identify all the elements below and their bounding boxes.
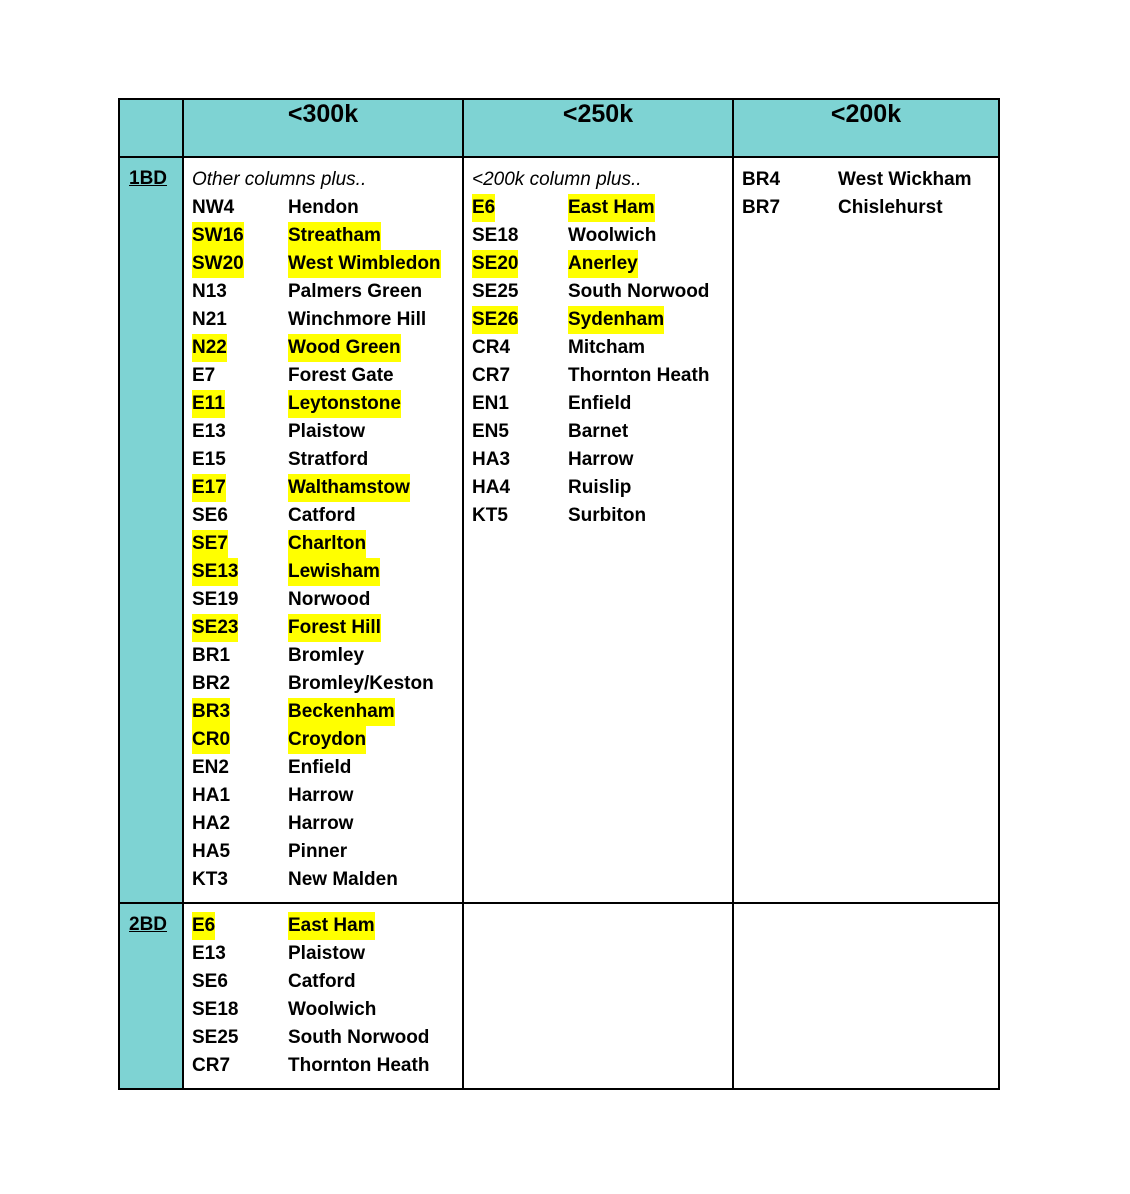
postcode-entry	[472, 278, 732, 306]
row-2bd	[119, 903, 999, 1089]
postcode-area: Hendon	[288, 197, 359, 218]
postcode-code: HA2	[192, 813, 231, 834]
postcode-entry	[192, 912, 462, 940]
header-corner	[119, 99, 183, 157]
postcode-area: Harrow	[288, 813, 354, 834]
postcode-code: E13	[192, 421, 226, 442]
header-under-300k: <300k	[183, 99, 463, 157]
header-under-250k: <250k	[463, 99, 733, 157]
postcode-entry	[192, 530, 462, 558]
postcode-code: SE6	[192, 505, 228, 526]
postcode-area: Plaistow	[288, 421, 366, 442]
postcode-code: SE13	[192, 558, 238, 586]
postcode-entry	[192, 194, 462, 222]
cell-2bd-200k	[733, 903, 999, 1089]
postcode-area: Catford	[288, 505, 356, 526]
postcode-entry	[472, 194, 732, 222]
postcode-entry	[192, 866, 462, 894]
postcode-code: EN1	[472, 393, 509, 414]
postcode-area: Bromley	[288, 645, 365, 666]
postcode-area: Harrow	[288, 785, 354, 806]
row-label-cell	[119, 157, 183, 903]
row-label-1bd: 1BD	[129, 168, 168, 189]
postcode-code: HA5	[192, 841, 231, 862]
postcode-area: Woolwich	[568, 225, 657, 246]
postcode-entry	[192, 418, 462, 446]
cell-note: <200k column plus..	[472, 169, 642, 190]
postcode-entry	[192, 474, 462, 502]
postcode-entry	[742, 194, 998, 222]
postcode-code: HA1	[192, 785, 231, 806]
postcode-code: E11	[192, 390, 225, 418]
postcode-area: Walthamstow	[288, 474, 410, 502]
postcode-entry	[192, 754, 462, 782]
postcode-area: Norwood	[288, 589, 371, 610]
postcode-code: BR3	[192, 698, 230, 726]
postcode-code: E7	[192, 365, 216, 386]
postcode-code: NW4	[192, 197, 235, 218]
postcode-area: South Norwood	[288, 1027, 430, 1048]
postcode-code: SE7	[192, 530, 228, 558]
postcode-entry	[192, 726, 462, 754]
postcode-entry	[192, 698, 462, 726]
postcode-entry	[192, 642, 462, 670]
postcode-code: N21	[192, 309, 227, 330]
postcode-list	[192, 194, 462, 894]
postcode-entry	[192, 446, 462, 474]
postcode-entry	[192, 222, 462, 250]
postcode-code: SE23	[192, 614, 238, 642]
postcode-area: Charlton	[288, 530, 366, 558]
postcode-code: SE20	[472, 250, 518, 278]
postcode-area: Palmers Green	[288, 281, 423, 302]
postcode-area: Woolwich	[288, 999, 377, 1020]
postcode-entry	[192, 250, 462, 278]
postcode-entry	[192, 362, 462, 390]
cell-1bd-300k	[183, 157, 463, 903]
postcode-code: SW20	[192, 250, 244, 278]
postcode-code: BR4	[742, 169, 781, 190]
postcode-area: New Malden	[288, 869, 398, 890]
row-label-2bd: 2BD	[129, 914, 168, 935]
postcode-price-table	[118, 98, 1000, 1090]
postcode-area: Mitcham	[568, 337, 646, 358]
postcode-entry	[192, 278, 462, 306]
postcode-entry	[472, 334, 732, 362]
postcode-code: CR4	[472, 337, 511, 358]
postcode-area: Pinner	[288, 841, 348, 862]
postcode-code: N22	[192, 334, 227, 362]
postcode-list	[742, 166, 998, 222]
postcode-entry	[472, 222, 732, 250]
postcode-area: South Norwood	[568, 281, 710, 302]
postcode-entry	[472, 390, 732, 418]
postcode-list	[472, 194, 732, 530]
postcode-code: EN5	[472, 421, 509, 442]
postcode-entry	[192, 810, 462, 838]
postcode-entry	[472, 306, 732, 334]
postcode-area: Bromley/Keston	[288, 673, 434, 694]
postcode-entry	[472, 250, 732, 278]
postcode-area: West Wimbledon	[288, 250, 441, 278]
header-row	[119, 99, 999, 157]
postcode-entry	[472, 446, 732, 474]
postcode-area: Wood Green	[288, 334, 401, 362]
postcode-code: HA3	[472, 449, 511, 470]
postcode-code: E6	[472, 194, 495, 222]
postcode-code: KT5	[472, 505, 508, 526]
postcode-code: SW16	[192, 222, 244, 250]
postcode-code: SE25	[192, 1027, 239, 1048]
postcode-code: BR7	[742, 197, 781, 218]
postcode-area: Thornton Heath	[568, 365, 710, 386]
postcode-entry	[192, 940, 462, 968]
postcode-area: Sydenham	[568, 306, 664, 334]
postcode-entry	[192, 306, 462, 334]
postcode-area: Beckenham	[288, 698, 395, 726]
cell-2bd-250k	[463, 903, 733, 1089]
postcode-code: E13	[192, 943, 226, 964]
postcode-area: Streatham	[288, 222, 381, 250]
postcode-area: Harrow	[568, 449, 634, 470]
postcode-code: E15	[192, 449, 226, 470]
postcode-entry	[192, 838, 462, 866]
postcode-entry	[192, 586, 462, 614]
row-label-cell	[119, 903, 183, 1089]
postcode-area: Plaistow	[288, 943, 366, 964]
postcode-area: Stratford	[288, 449, 369, 470]
postcode-entry	[192, 334, 462, 362]
postcode-area: Winchmore Hill	[288, 309, 427, 330]
postcode-code: E6	[192, 912, 215, 940]
postcode-code: EN2	[192, 757, 229, 778]
postcode-code: E17	[192, 474, 226, 502]
cell-1bd-200k	[733, 157, 999, 903]
cell-1bd-250k	[463, 157, 733, 903]
postcode-code: HA4	[472, 477, 511, 498]
header-under-200k: <200k	[733, 99, 999, 157]
postcode-entry	[192, 614, 462, 642]
postcode-area: West Wickham	[838, 169, 972, 190]
postcode-area: East Ham	[288, 912, 375, 940]
postcode-area: Ruislip	[568, 477, 632, 498]
postcode-entry	[472, 502, 732, 530]
postcode-code: SE25	[472, 281, 519, 302]
postcode-area: Chislehurst	[838, 197, 943, 218]
cell-2bd-300k	[183, 903, 463, 1089]
postcode-area: Forest Gate	[288, 365, 394, 386]
postcode-entry	[192, 996, 462, 1024]
postcode-area: Lewisham	[288, 558, 380, 586]
postcode-area: Enfield	[568, 393, 632, 414]
cell-note: Other columns plus..	[192, 169, 367, 190]
postcode-entry	[472, 418, 732, 446]
postcode-entry	[192, 1052, 462, 1080]
postcode-code: CR7	[192, 1055, 231, 1076]
postcode-code: CR0	[192, 726, 230, 754]
postcode-entry	[192, 782, 462, 810]
postcode-code: BR2	[192, 673, 231, 694]
postcode-area: Enfield	[288, 757, 352, 778]
postcode-entry	[742, 166, 998, 194]
postcode-code: SE6	[192, 971, 228, 992]
postcode-code: BR1	[192, 645, 231, 666]
postcode-code: SE26	[472, 306, 518, 334]
postcode-entry	[192, 968, 462, 996]
postcode-area: Surbiton	[568, 505, 647, 526]
postcode-area: Leytonstone	[288, 390, 401, 418]
postcode-list	[192, 912, 462, 1080]
postcode-code: SE19	[192, 589, 239, 610]
postcode-code: CR7	[472, 365, 511, 386]
postcode-entry	[472, 362, 732, 390]
postcode-entry	[472, 474, 732, 502]
row-1bd	[119, 157, 999, 903]
postcode-code: N13	[192, 281, 227, 302]
postcode-area: Catford	[288, 971, 356, 992]
postcode-entry	[192, 670, 462, 698]
postcode-area: Anerley	[568, 250, 638, 278]
postcode-area: Croydon	[288, 726, 366, 754]
postcode-area: Thornton Heath	[288, 1055, 430, 1076]
postcode-entry	[192, 1024, 462, 1052]
postcode-area: East Ham	[568, 194, 655, 222]
postcode-area: Forest Hill	[288, 614, 381, 642]
postcode-entry	[192, 502, 462, 530]
postcode-code: SE18	[472, 225, 519, 246]
postcode-code: KT3	[192, 869, 228, 890]
postcode-area: Barnet	[568, 421, 629, 442]
postcode-code: SE18	[192, 999, 239, 1020]
postcode-entry	[192, 558, 462, 586]
postcode-entry	[192, 390, 462, 418]
